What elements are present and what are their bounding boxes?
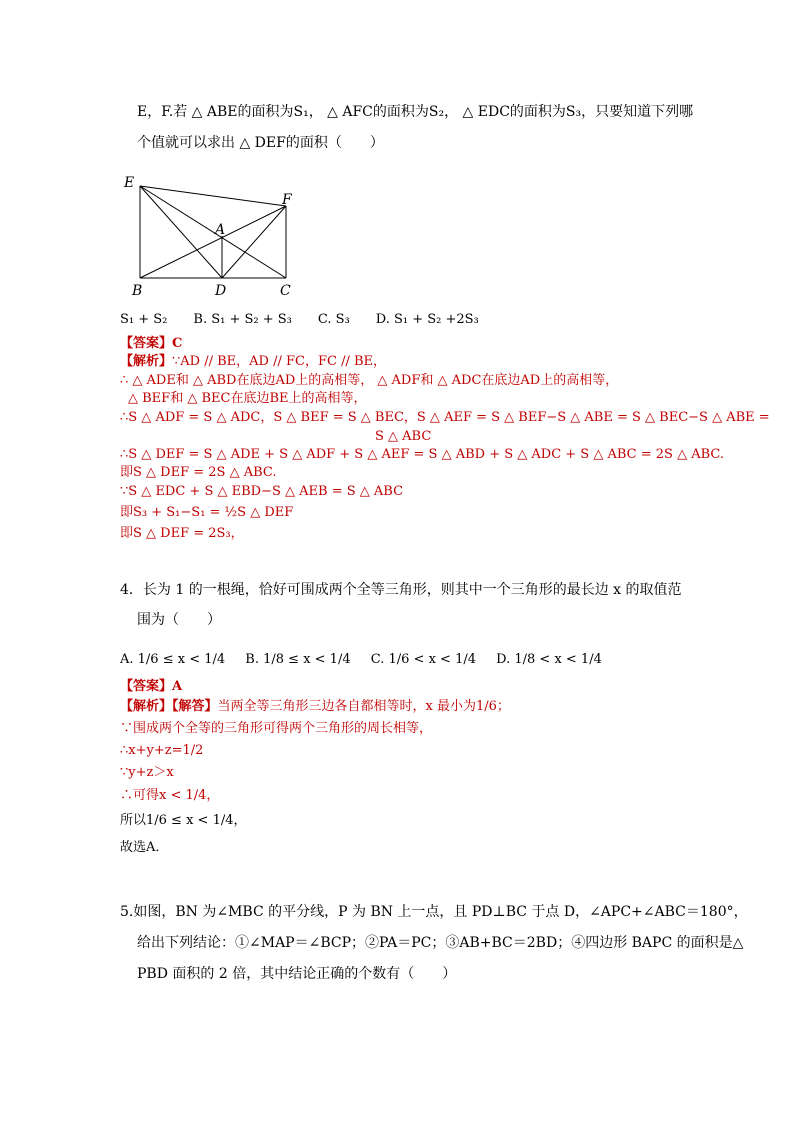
q3-answer: 【答案】C [120, 336, 183, 351]
q5-stem-line1: 5.如图，BN 为∠MBC 的平分线，P 为 BN 上一点，且 PD⊥BC 于点 D，∠APC+∠ABC＝180°， [120, 904, 748, 920]
label-E: E [124, 175, 135, 191]
q3-stem-line1: E，F.若 △ ABE的面积为S₁， △ AFC的面积为S₂， △ EDC的面积为S₃，只要知道下列哪 [137, 104, 694, 120]
q3-analysis-line9: 即S₃ + S₁−S₁ = ½S △ DEF [120, 505, 294, 520]
q4-analysis-tag: 【解析】【解答】 [120, 699, 218, 714]
q4-answer: 【答案】A [120, 679, 183, 694]
q4-stem-line1: 4．长为 1 的一根绳，恰好可围成两个全等三角形，则其中一个三角形的最长边 x 的取值范 [120, 582, 682, 598]
q3-analysis-line1: 【解析】∵AD // BE，AD // FC，FC // BE， [120, 354, 387, 369]
q4-option-d: D. 1/8 < x < 1/4 [496, 652, 602, 667]
q4-analysis-line7: 故选A． [120, 840, 169, 855]
q4-analysis-line6: 所以1/6 ≤ x < 1/4， [120, 813, 247, 828]
segment-EC [140, 186, 286, 278]
q3-analysis-line3: △ BEF和 △ BEC在底边BE上的高相等， [128, 391, 367, 406]
q5-stem-line2: 给出下列结论：①∠MAP＝∠BCP；②PA＝PC；③AB+BC＝2BD；④四边形 BAPC 的面积是△ [137, 935, 744, 951]
q3-analysis-line4: ∴S △ ADF = S △ ADC，S △ BEF = S △ BEC，S △ AEF = S △ BEF−S △ ABE = S △ BEC−S △ ABE = [120, 410, 770, 425]
q3-analysis-tag: 【解析】 [120, 354, 173, 369]
label-F: F [282, 192, 292, 208]
q3-analysis-line7: 即S △ DEF = 2S △ ABC. [120, 465, 277, 480]
q4-stem-line2: 围为（ ） [137, 612, 221, 628]
segment-FD [222, 206, 286, 278]
label-A: A [215, 222, 226, 238]
q3-figure [118, 170, 308, 300]
q4-analysis-line2: ∵围成两个全等的三角形可得两个三角形的周长相等， [120, 721, 433, 736]
q3-analysis-line2: ∴ △ ADE和 △ ABD在底边AD上的高相等， △ ADF和 △ ADC在底边AD上的高相等， [120, 373, 619, 388]
segment-ED [140, 186, 222, 278]
q3-analysis-line5: S △ ABC [375, 429, 432, 444]
segment-EF [140, 186, 286, 206]
label-D: D [215, 283, 227, 299]
q4-analysis-line5: ∴可得x < 1/4， [120, 788, 220, 803]
q4-option-c: C. 1/6 < x < 1/4 [370, 652, 476, 667]
q3-analysis-line10: 即S △ DEF = 2S₃， [120, 526, 244, 541]
q5-stem-line3: PBD 面积的 2 倍，其中结论正确的个数有（ ） [137, 966, 457, 982]
q4-analysis-line1: 【解析】【解答】当两全等三角形三边各自都相等时，x 最小为1/6； [120, 699, 510, 714]
q3-analysis-line8: ∵S △ EDC + S △ EBD−S △ AEB = S △ ABC [120, 484, 404, 499]
q3-stem-line2: 个值就可以求出 △ DEF的面积（ ） [137, 135, 384, 151]
q3-options: S₁ + S₂ B. S₁ + S₂ + S₃ C. S₃ D. S₁ + S₂ +2S₃ [120, 312, 479, 327]
q4-option-b: B. 1/8 ≤ x < 1/4 [245, 652, 351, 667]
q4-option-a: A. 1/6 ≤ x < 1/4 [120, 652, 226, 667]
q4-analysis-line3: ∴x+y+z=1/2 [120, 743, 204, 758]
q3-analysis-line6: ∴S △ DEF = S △ ADE + S △ ADF + S △ AEF = S △ ABD + S △ ADC + S △ ABC = 2S △ ABC. [120, 447, 724, 462]
label-B: B [132, 283, 143, 299]
q4-analysis-line4: ∵y+z＞x [120, 765, 174, 780]
label-C: C [280, 283, 291, 299]
q4-options [120, 652, 618, 668]
